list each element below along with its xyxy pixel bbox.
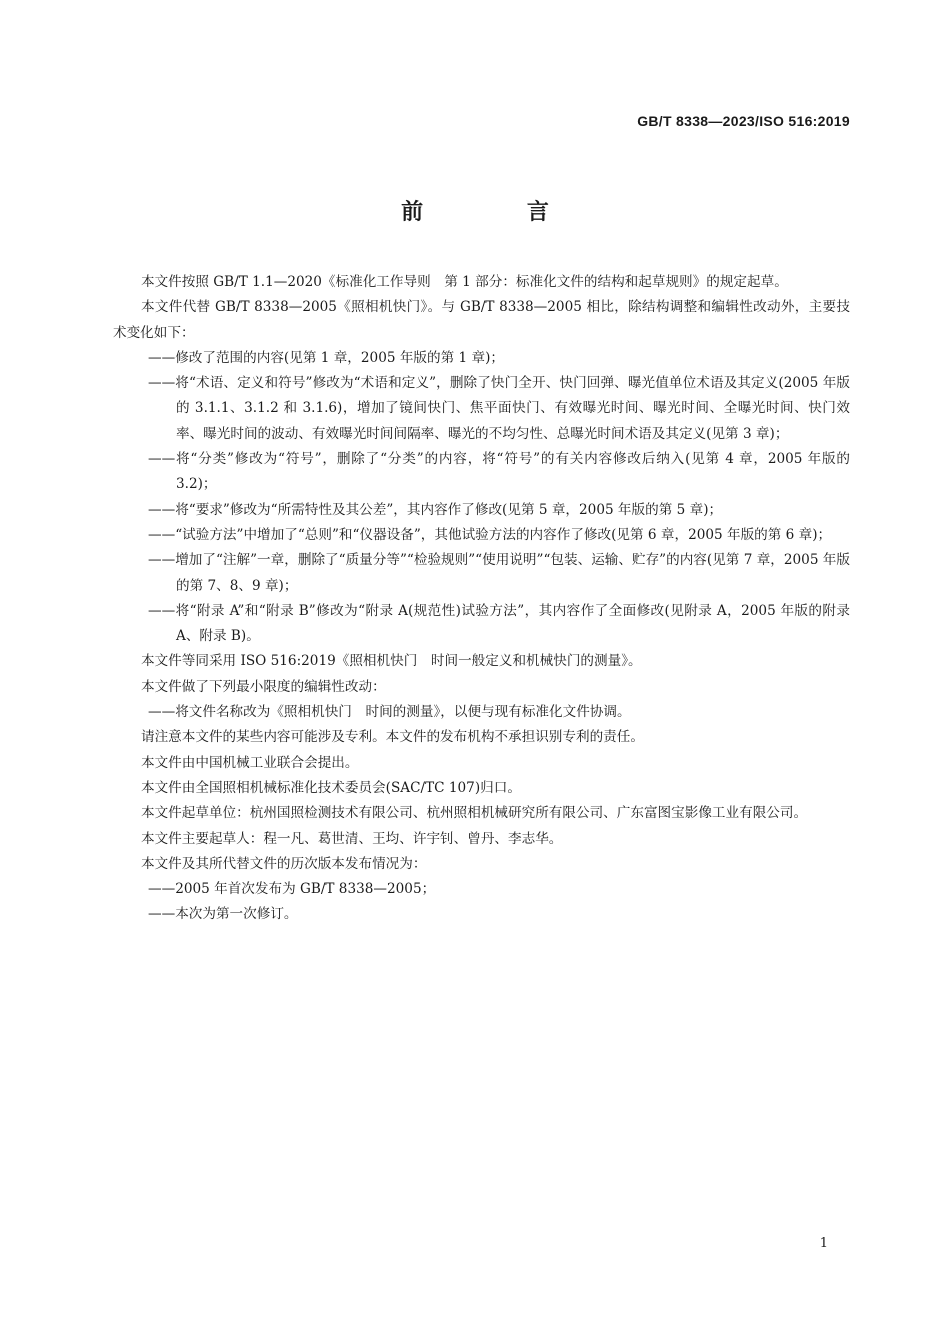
paragraph-5: 请注意本文件的某些内容可能涉及专利。本文件的发布机构不承担识别专利的责任。: [141, 729, 644, 746]
paragraph-6: 本文件由中国机械工业联合会提出。: [141, 754, 359, 771]
document-body: [113, 270, 850, 928]
paragraph-7: 本文件由全国照相机械标准化技术委员会(SAC/TC 107)归口。: [141, 779, 521, 796]
list-item-8: ——将文件名称改为《照相机快门 时间的测量》，以便与现有标准化文件协调。: [148, 704, 631, 721]
paragraph-1: 本文件按照 GB/T 1.1—2020《标准化工作导则 第 1 部分：标准化文件的结构和起草规则》的规定起草。: [141, 274, 788, 290]
paragraph-2: 本文件代替 GB/T 8338—2005《照相机快门》。与 GB/T 8338—2005 相比，除结构调整和编辑性改动外，主要技术变化如下：: [113, 299, 850, 341]
list-item-4: ——将“要求”修改为“所需特性及其公差”，其内容作了修改(见第 5 章，2005 年版的第 5 章)；: [148, 501, 723, 518]
paragraph-3: 本文件等同采用 ISO 516:2019《照相机快门 时间一般定义和机械快门的测量》。: [141, 653, 642, 670]
paragraph-9: 本文件主要起草人：程一凡、葛世清、王均、许宇钊、曾丹、李志华。: [141, 830, 563, 847]
list-item-7: ——将“附录 A”和“附录 B”修改为“附录 A(规范性)试验方法”，其内容作了全面修改(见附录 A，2005 年版的附录 A、附录 B)。: [148, 602, 850, 645]
list-item-3: ——将“分类”修改为“符号”，删除了“分类”的内容，将“符号”的有关内容修改后纳入(见第 4 章，2005 年版的 3.2)；: [148, 451, 850, 493]
list-item-6: ——增加了“注解”一章，删除了“质量分等”“检验规则”“使用说明”“包装、运输、贮存”的内容(见第 7 章，2005 年版的第 7、8、9 章)；: [148, 552, 850, 594]
paragraph-8: 本文件起草单位：杭州国照检测技术有限公司、杭州照相机械研究所有限公司、广东富图宝影像工业有限公司。: [141, 805, 808, 822]
page-number: 1: [819, 1236, 828, 1251]
paragraph-10: 本文件及其所代替文件的历次版本发布情况为：: [141, 855, 427, 872]
paragraph-4: 本文件做了下列最小限度的编辑性改动：: [141, 678, 386, 695]
list-item-5: ——“试验方法”中增加了“总则”和“仪器设备”，其他试验方法的内容作了修改(见第 6 章，2005 年版的第 6 章)；: [148, 526, 832, 543]
page-title: 前 言: [401, 200, 597, 225]
list-item-2: ——将“术语、定义和符号”修改为“术语和定义”，删除了快门全开、快门回弹、曝光值单位术语及其定义(2005 年版的 3.1.1、3.1.2 和 3.1.6)，增加了镜间快门、焦平面快门、有效曝光时间、曝光时间、全曝光时间、快门效率、曝光时间的波动、有效曝光时间间隔率、曝光的不均匀性、总曝光时间术语及其定义(见第 3 章)；: [148, 375, 850, 442]
list-item-1: ——修改了范围的内容(见第 1 章，2005 年版的第 1 章)；: [148, 349, 504, 366]
standard-code-header: GB/T 8338—2023/ISO 516:2019: [637, 113, 850, 129]
list-item-9: ——2005 年首次发布为 GB/T 8338—2005；: [148, 881, 436, 898]
list-item-10: ——本次为第一次修订。: [148, 906, 298, 923]
